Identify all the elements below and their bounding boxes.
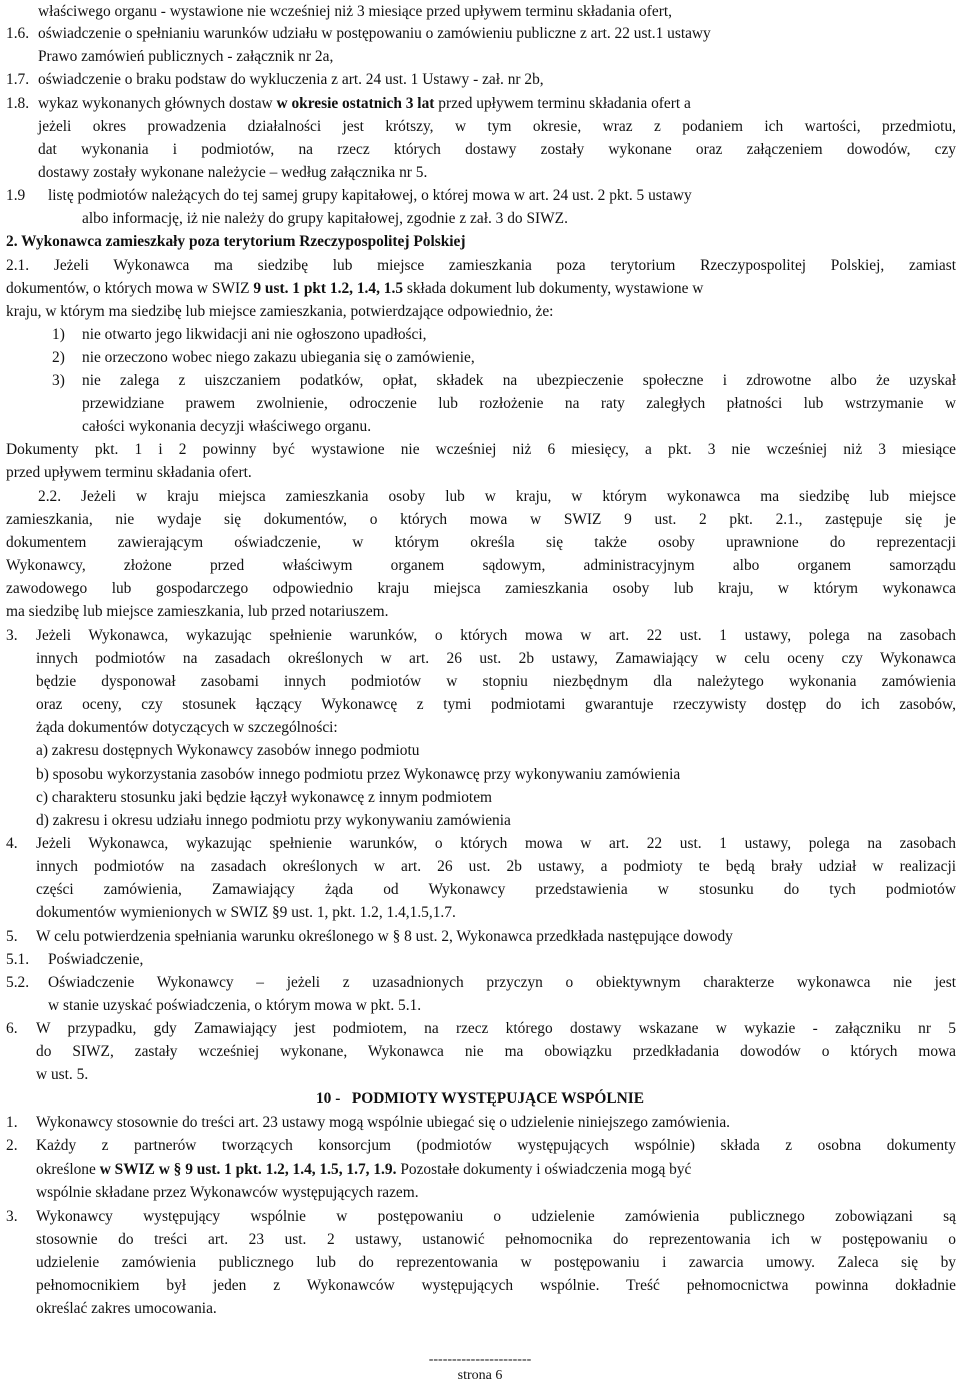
footer-rule: ---------------------- [428,1352,532,1367]
page-number: strona 6 [457,1368,503,1383]
item-number: 3. [6,627,18,644]
item-number: 1.7. [6,71,30,88]
item-number: 5.1. [6,951,30,968]
item-number: 3. [6,1208,18,1225]
item-number: 5. [6,928,18,945]
item-number: 6. [6,1020,18,1037]
item-number: 4. [6,835,18,852]
item-number: 1.9 [6,187,26,204]
item-number: 5.2. [6,974,30,991]
item-number: 1.8. [6,95,30,112]
item-number: 2. [6,1137,18,1154]
item-number: 1.6. [6,25,30,42]
item-number: 1. [6,1114,18,1131]
document-page: właściwego organu - wystawione nie wcześniej niż 3 miesiące przed upływem terminu składania ofert, 1.6. oświadczenie o spełnianiu warunków udziału w postępowaniu o zamówieniu publiczne z art. 22 ust.1 ustawy Prawo zamówień publicznych - załącznik nr 2a, 1.7. oświadczenie o braku podstaw do wykluczenia z art. 24 ust. 1 Ustawy - zał. nr 2b, 1.8. wykaz wykonanych głównych dostaw w okresie ostatnich 3 lat przed upływem terminu składania ofert a jeżeli okres prowadzenia działalności jest krótszy, w tym okresie, wraz z podaniem ich wartości, przedmiotu, dat wykonania i podmiotów, na rzecz których dostawy zostały wykonane oraz załączeniem dowodów, czy dostawy zostały wykonane należycie – według załącznika nr 5. 1.9 listę podmiotów należących do tej samej grupy kapitałowej, o której mowa w art. 24 ust. 2 pkt. 5 ustawy albo informację, iż nie należy do grupy kapitałowej, zgodnie z zał. 3 do SIWZ. 2. Wykonawca zamieszkały poza terytorium Rzeczypospolitej Polskiej 2.1. Jeżeli Wykonawca ma siedzibę lub miejsce zamieszkania poza terytorium Rzeczypospolitej Polskiej, zamiast dokumentów, o których mowa w SWIZ 9 ust. 1 pkt 1.2, 1.4, 1.5 składa dokument lub dokumenty, wystawione w kraju, w którym ma siedzibę lub miejsce zamieszkania, potwierdzające odpowiednio, że: 1) nie otwarto jego likwidacji ani nie ogłoszono upadłości, 2) nie orzeczono wobec niego zakazu ubiegania się o zamówienie, 3) nie zalega z uiszczaniem podatków, opłat, składek na ubezpieczenie społeczne i zdrowotne albo że uzyskał przewidziane prawem zwolnienie, odroczenie lub rozłożenie na raty zaległych płatności lub wstrzymanie w całości wykonania decyzji właściwego organu. Dokumenty pkt. 1 i 2 powinny być wystawione nie wcześniej niż 6 miesięcy, a pkt. 3 nie wcześniej niż 3 miesiące przed upływem terminu składania ofert. 2.2. Jeżeli w kraju miejsca zamieszkania osoby lub w kraju, w którym wykonawca ma siedzibę lub miejsce zamieszkania, nie wydaje się dokumentów, o których mowa w SWIZ 9 ust. 2 pkt. 2.1., zastępuje się je dokumentem zawierającym oświadczenie, w którym określa się także osoby uprawnione do reprezentacji Wykonawcy, złożone przed właściwym organem sądowym, administracyjnym albo organem samorządu zawodowego lub gospodarczego odpowiednio kraju miejsca zamieszkania osoby lub kraju, w którym wykonawca ma siedzibę lub miejsce zamieszkania, lub przed notariuszem. 3. Jeżeli Wykonawca, wykazując spełnienie warunków, o których mowa w art. 22 ust. 1 ustawy, polega na zasobach innych podmiotów na zasadach określonych w art. 26 ust. 2b ustawy, Zamawiający w celu oceny czy Wykonawca będzie dysponował zasobami innych podmiotów w stopniu niezbędnym dla należytego wykonania zamówienia oraz oceny, czy stosunek łączący Wykonawcę z tymi podmiotami gwarantuje rzeczywisty dostęp do ich zasobów, żąda dokumentów dotyczących w szczególności: a) zakresu dostępnych Wykonawcy zasobów innego podmiotu b) sposobu wykorzystania zasobów innego podmiotu przez Wykonawcę przy wykonywaniu zamówienia c) charakteru stosunku jaki będzie łączył wykonawcę z innym podmiotem d) zakresu i okresu udziału innego podmiotu przy wykonywaniu zamówienia 4. Jeżeli Wykonawca, wykazując spełnienie warunków, o których mowa w art. 22 ust. 1 ustawy, polega na zasobach innych podmiotów na zasadach określonych w art. 26 ust. 2b ustawy, a podmioty te będą brały udział w realizacji części zamówienia, Zamawiający żąda od Wykonawcy przedstawienia w stosunku do tych podmiotów dokumentów wymienionych w SWIZ §9 ust. 1, pkt. 1.2, 1.4,1.5,1.7. 5. W celu potwierdzenia spełniania warunku określonego w § 8 ust. 2, Wykonawca przedkłada następujące dowody 5.1. Poświadczenie, 5.2. Oświadczenie Wykonawcy – jeżeli z uzasadnionych przyczyn o obiektywnym charakterze wykonawca nie jest w stanie uzyskać poświadczenia, o którym mowa w pkt. 5.1. 6. W przypadku, gdy Zamawiający jest podmiotem, na rzecz którego dostawy wskazane w wykazie - załączniku nr 5 do SIWZ, zastały wcześniej wykonane, Wykonawca nie ma obowiązku przedkładania dowodów o których mowa w ust. 5. 10 - PODMIOTY WYSTĘPUJĄCE WSPÓLNIE 1. Wykonawcy stosownie do treści art. 23 ustawy mogą wspólnie ubiegać się o udzielenie niniejszego zamówienia. 2. Każdy z partnerów tworzących konsorcjum (podmiotów występujących wspólnie) składa z osobna dokumenty określone w SWIZ w § 9 ust. 1 pkt. 1.2, 1.4, 1.5, 1.7, 1.9. Pozostałe dokumenty i oświadczenia mogą być wspólnie składane przez Wykonawców występujących razem. 3. Wykonawcy występujący wspólnie w postępowaniu o udzielenie zamówienia publicznego zobowiązani są stosownie do treści art. 23 ust. 2 ustawy, ustanowić pełnomocnika do reprezentowania ich w postępowaniu o udzielenie zamówienia publicznego lub do reprezentowania w postępowaniu i zawarcia umowy. Zaleca się by pełnomocnikiem był jeden z Wykonawców występujących wspólnie. Treść pełnomocnictwa powinna dokładnie określać zakres umocowania. ---------------------- strona 6 [0,0,960,1385]
